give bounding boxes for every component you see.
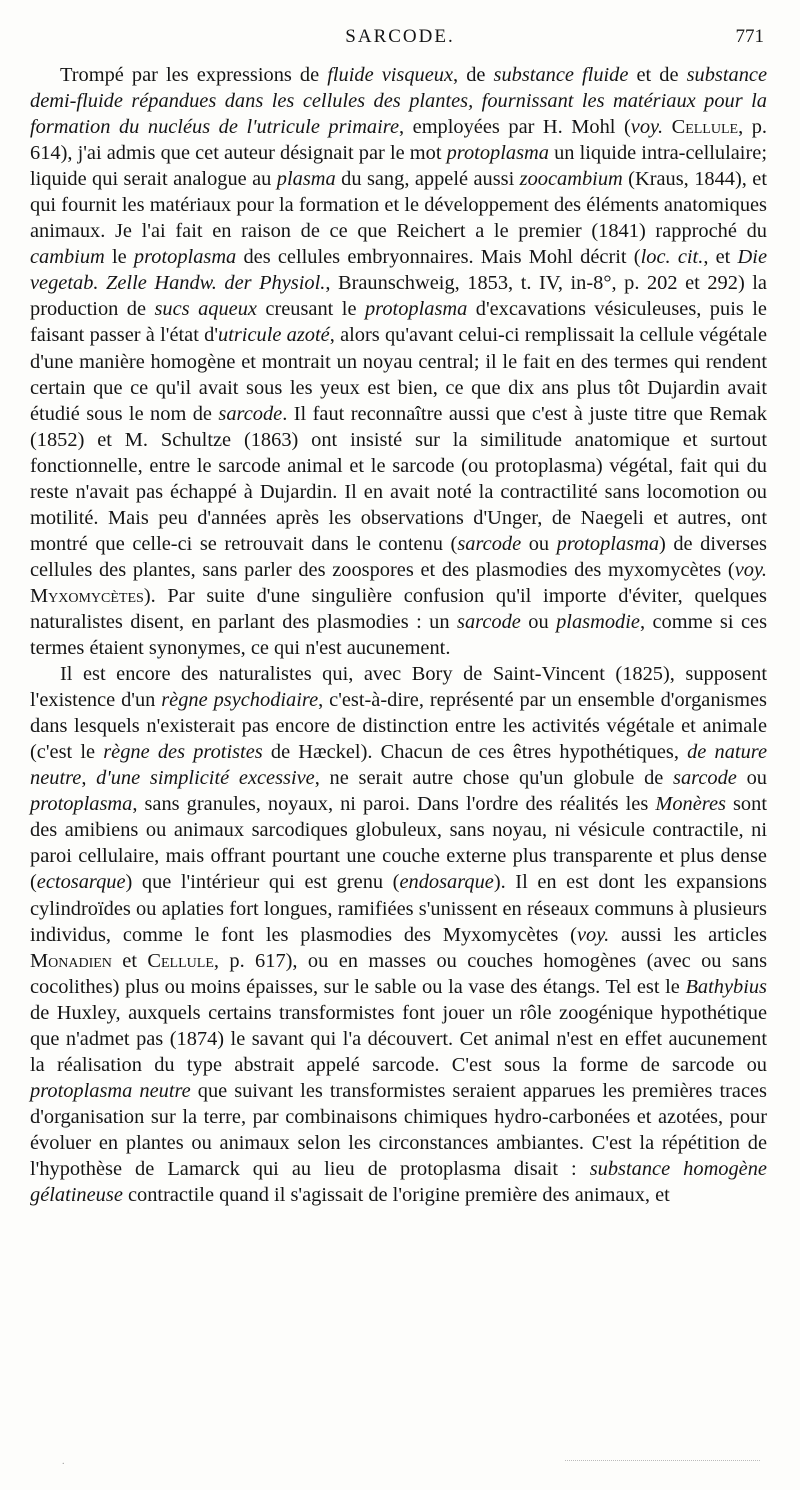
italic-term: protoplasma	[30, 793, 133, 816]
italic-term: Bathybius	[685, 975, 767, 998]
italic-term: protoplasma	[133, 246, 237, 269]
italic-term: protoplasma neutre	[30, 1079, 191, 1102]
italic-term: ectosarque	[36, 871, 126, 894]
paragraph	[30, 661, 767, 1208]
text-run: un liquide intra-cellulaire; liquide qui serait analogue au	[30, 142, 767, 191]
body-text	[30, 62, 767, 1208]
italic-term: sarcode	[673, 767, 737, 790]
italic-term: Monères	[655, 793, 726, 816]
italic-term: de nature neutre	[30, 741, 768, 790]
page-number: 771	[735, 26, 764, 47]
text-run: et	[111, 949, 148, 972]
text-run: , sans granules, noyaux, ni paroi. Dans l'ordre des réalités les	[132, 793, 656, 816]
page-header	[0, 26, 800, 56]
text-run: Il est encore des naturalistes qui, avec Bory de Saint-Vincent (1825), supposent l'existence d'un	[30, 663, 767, 712]
italic-term: substance homogène gélatineuse	[30, 1157, 767, 1207]
italic-term: plasmodie	[556, 610, 640, 633]
text-run: de Hæckel). Chacun de ces êtres hypothétiques,	[262, 741, 688, 764]
text-run: , alors qu'avant celui-ci remplissait la cellule végétale d'une manière homogène et montrait un noyau central; il le fait en des termes qui rendent certain que ce qu'il avait sous les yeux est bien, ce que dix ans plus tôt Dujardin avait étudié sous le nom de	[30, 324, 768, 425]
cross-reference: Monadien	[30, 949, 112, 972]
italic-term: cambium	[30, 246, 105, 269]
text-run: sont des amibiens ou animaux sarcodiques globuleux, sans noyau, ni vésicule contractile, ni paroi cellulaire, mais offrant pourtant une couche externe plus transparente et plus dense (	[30, 793, 767, 894]
text-run: , ne serait autre chose qu'un globule de	[314, 767, 674, 790]
text-run: , employées par H. Mohl (	[399, 116, 631, 139]
italic-term: d'une simplicité excessive	[96, 767, 315, 790]
text-run: aussi les articles	[609, 923, 767, 946]
italic-term: voy.	[630, 116, 664, 139]
text-run: creusant le	[256, 298, 365, 321]
text-run: , Braunschweig, 1853, t. IV, in-8°, p. 202 et 292) la production de	[30, 272, 767, 321]
text-run: . Il faut reconnaître aussi que c'est à juste titre que Remak (1852) et M. Schultze (1863) ont insisté sur la similitude anatomique et surtout fonctionnelle, entre le sarcode animal et le sarcode (ou protoplasma) végétal, fait qui du reste n'avait pas échappé à Dujardin. Il en avait noté la contractilité sans locomotion ou motilité. Mais peu d'années après les observations d'Unger, de Naegeli et autres, ont montré que celle-ci se retrouvait dans le contenu (	[30, 402, 767, 555]
italic-term: protoplasma	[364, 298, 468, 321]
text-run: , et	[703, 246, 738, 269]
text-run: ou	[521, 532, 557, 555]
italic-term: Die vegetab. Zelle Handw. der Physiol.	[30, 246, 767, 295]
italic-term: sarcode	[457, 610, 521, 633]
italic-term: plasma	[276, 168, 336, 191]
cross-reference: Cellule	[147, 949, 214, 972]
italic-term: sucs aqueux	[154, 298, 257, 321]
text-run: Trompé par les expressions de	[60, 64, 328, 86]
text-run: ou	[736, 767, 767, 790]
cross-reference: Cellule	[671, 116, 739, 139]
text-run: du sang, appelé aussi	[335, 168, 520, 191]
text-run: d'excavations vésiculeuses, puis le faisant passer à l'état d'	[30, 298, 767, 347]
text-run: , p. 617), ou en masses ou couches homogènes (avec ou sans cocolithes) plus ou moins épaisses, sur le sable ou la vase des étangs. Tel est le	[30, 949, 767, 998]
text-run: ) de diverses cellules des plantes, sans parler des zoospores et des plasmodies des myxomycètes (	[30, 532, 767, 581]
text-run	[663, 116, 672, 138]
italic-term: loc. cit.	[640, 246, 704, 269]
text-run: ou	[520, 610, 557, 633]
italic-term: protoplasma	[446, 142, 549, 165]
text-run: ). Il en est dont les expansions cylindroïdes ou aplaties fort longues, ramifiées s'unissent en réseaux communs à plusieurs individus, comme le font les plasmodies des Myxomycètes (	[30, 871, 767, 946]
italic-term: endosarque	[399, 871, 494, 894]
italic-term: règne psychodiaire	[161, 689, 319, 712]
text-run: ) que l'intérieur qui est grenu (	[125, 871, 400, 894]
text-run: ). Par suite d'une singulière confusion qu'il importe d'éviter, quelques naturalistes disent, en parlant des plasmodies : un	[30, 584, 767, 633]
italic-term: voy.	[734, 558, 767, 581]
italic-term: fluide visqueux	[327, 64, 454, 86]
text-run: , c'est-à-dire, représenté par un ensemble d'organismes dans lesquels n'existerait pas encore de distinction entre les activités végétale et animale (c'est le	[30, 689, 767, 764]
text-run: et de	[628, 64, 687, 86]
text-run: le	[104, 246, 134, 269]
italic-term: protoplasma	[556, 532, 660, 555]
text-run: que suivant les transformistes seraient apparues les premières traces d'organisation sur la terre, par combinaisons chimiques hydro-carbonées et azotées, pour évoluer en plantes ou animaux selon les circonstances ambiantes. C'est la répétition de l'hypothèse de Lamarck qui au lieu de protoplasma disait :	[30, 1079, 767, 1180]
italic-term: sarcode	[457, 532, 522, 555]
cross-reference: Myxomycètes	[30, 584, 144, 607]
text-run: , comme si ces termes étaient synonymes, ce qui n'est aucunement.	[30, 610, 768, 660]
text-run: contractile quand il s'agissait de l'origine première des animaux, et	[122, 1184, 670, 1207]
footer-mark: .	[62, 1456, 65, 1467]
italic-term: utricule azoté	[218, 324, 330, 347]
italic-term: zoocambium	[519, 168, 623, 191]
text-run: de Huxley, auxquels certains transformistes font jouer un rôle zoogénique hypothétique que n'admet pas (1874) le savant qui l'a découvert. Cet animal n'est en effet aucunement la réalisation du type abstrait appelé sarcode. C'est sous la forme de sarcode ou	[30, 1001, 767, 1076]
italic-term: règne des protistes	[103, 741, 263, 764]
italic-term: substance fluide	[493, 64, 629, 86]
italic-term: voy.	[576, 923, 610, 946]
italic-term: sarcode	[218, 402, 283, 425]
paragraph	[30, 62, 767, 661]
text-run: , p. 614), j'ai admis que cet auteur désignait par le mot	[30, 116, 767, 165]
text-run: ,	[81, 767, 97, 790]
text-run: des cellules embryonnaires. Mais Mohl décrit (	[236, 246, 641, 269]
italic-term: substance demi-fluide répandues dans les cellules des plantes, fournissant les matériaux pour la formation du nucléus de l'utricule primaire	[30, 64, 767, 139]
text-run: (Kraus, 1844), et qui fournit les matériaux pour la formation et le développement des éléments anatomiques animaux. Je l'ai fait en raison de ce que Reichert a le premier (1841) rapproché du	[30, 168, 767, 243]
text-run: , de	[453, 64, 494, 86]
running-title: SARCODE.	[345, 26, 455, 47]
footer-rule	[565, 1460, 760, 1461]
